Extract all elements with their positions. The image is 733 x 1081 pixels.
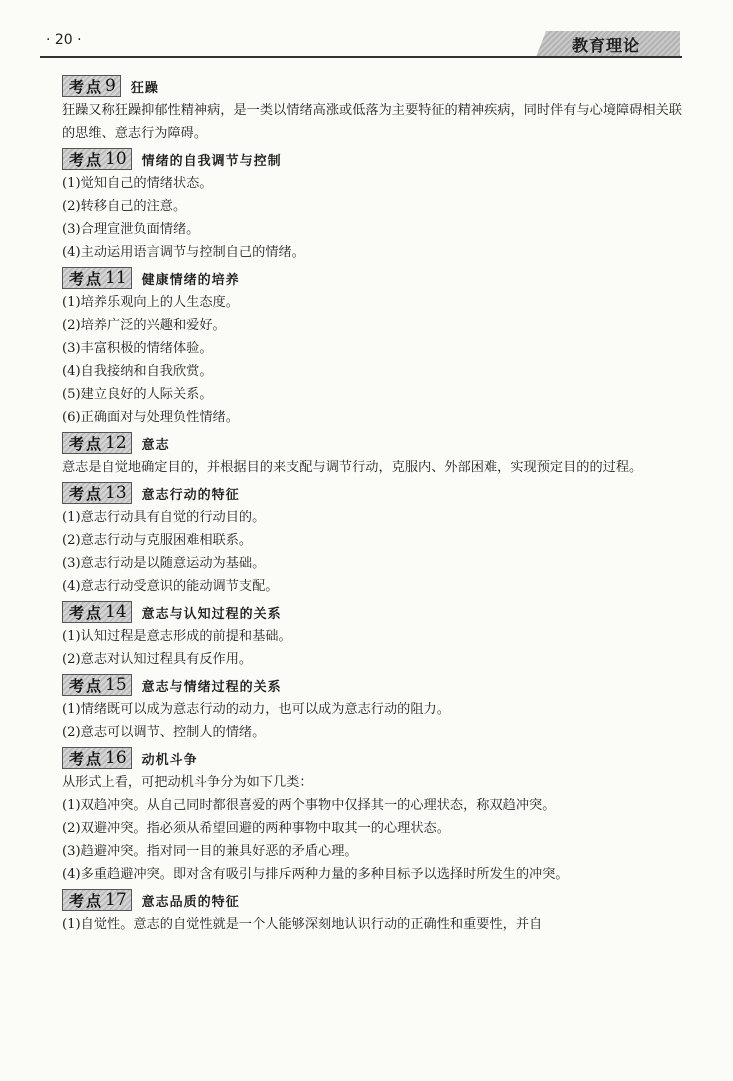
kaodian-number: 11: [105, 268, 127, 288]
section-title: 动机斗争: [141, 752, 198, 768]
kaodian-number: 9: [105, 76, 116, 96]
kaodian-label: 考点: [69, 269, 104, 288]
section-11: [62, 265, 682, 429]
kaodian-label: 考点: [69, 150, 104, 169]
section-title: 健康情绪的培养: [141, 272, 240, 288]
section-12: [62, 430, 682, 479]
kaodian-number: 16: [105, 748, 127, 768]
section-10: [62, 146, 682, 264]
list-item: (2)意志行动与克服困难相联系。: [62, 533, 253, 548]
kaodian-label: 考点: [69, 484, 104, 503]
section-title: 意志与情绪过程的关系: [141, 679, 282, 695]
section-paragraph: 狂躁又称狂躁抑郁性精神病，是一类以情绪高涨或低落为主要特征的精神疾病，同时伴有与心境障碍相关联的思维、意志行为障碍。: [62, 103, 682, 141]
kaodian-label: 考点: [69, 77, 104, 96]
list-item: (6)正确面对与处理负性情绪。: [62, 410, 239, 425]
list-item: (1)双趋冲突。从自己同时都很喜爱的两个事物中仅择其一的心理状态，称双趋冲突。: [62, 798, 556, 813]
list-item: (2)培养广泛的兴趣和爱好。: [62, 318, 226, 333]
section-title: 意志与认知过程的关系: [141, 606, 282, 622]
list-item: (5)建立良好的人际关系。: [62, 387, 213, 402]
kaodian-number: 14: [105, 602, 127, 622]
section-17: [62, 887, 682, 936]
kaodian-label: 考点: [69, 434, 104, 453]
kaodian-number: 13: [105, 483, 127, 503]
list-item: (2)意志对认知过程具有反作用。: [62, 652, 253, 667]
list-item: (2)双避冲突。指必须从希望回避的两种事物中取其一的心理状态。: [62, 821, 450, 836]
kaodian-label: 考点: [69, 676, 104, 695]
section-15: [62, 672, 682, 744]
kaodian-label: 考点: [69, 749, 104, 768]
section-heading: [62, 480, 682, 506]
list-item: (1)自觉性。意志的自觉性就是一个人能够深刻地认识行动的正确性和重要性，并自: [62, 917, 543, 932]
list-item: (2)转移自己的注意。: [62, 199, 187, 214]
list-item: (3)趋避冲突。指对同一目的兼具好恶的矛盾心理。: [62, 844, 358, 859]
section-9: [62, 73, 682, 145]
kaodian-badge: [62, 432, 132, 454]
kaodian-badge: [62, 601, 132, 623]
section-16: [62, 745, 682, 886]
section-13: [62, 480, 682, 598]
kaodian-badge: [62, 482, 132, 504]
list-item: (1)培养乐观向上的人生态度。: [62, 295, 239, 310]
kaodian-badge: [62, 747, 132, 769]
list-item: (2)意志可以调节、控制人的情绪。: [62, 725, 266, 740]
kaodian-number: 17: [105, 890, 127, 910]
kaodian-number: 12: [105, 433, 127, 453]
section-title: 情绪的自我调节与控制: [141, 153, 282, 169]
kaodian-badge: [62, 267, 132, 289]
list-item: (1)认知过程是意志形成的前提和基础。: [62, 629, 292, 644]
list-item: (1)意志行动具有自觉的行动目的。: [62, 510, 266, 525]
header-rule: [40, 56, 682, 58]
page-number: · 20 ·: [46, 32, 82, 48]
kaodian-badge: [62, 148, 132, 170]
section-title: 狂躁: [130, 80, 159, 96]
section-heading: [62, 887, 682, 913]
section-heading: [62, 599, 682, 625]
list-item: (3)丰富积极的情绪体验。: [62, 341, 213, 356]
section-heading: [62, 265, 682, 291]
kaodian-number: 15: [105, 675, 127, 695]
kaodian-label: 考点: [69, 603, 104, 622]
section-title: 意志行动的特征: [141, 487, 240, 503]
list-item: (1)情绪既可以成为意志行动的动力，也可以成为意志行动的阻力。: [62, 702, 450, 717]
list-item: (4)意志行动受意识的能动调节支配。: [62, 579, 279, 594]
section-14: [62, 599, 682, 671]
list-item: 从形式上看，可把动机斗争分为如下几类：: [62, 775, 313, 790]
kaodian-label: 考点: [69, 891, 104, 910]
section-heading: [62, 73, 682, 99]
header-title: 教育理论: [572, 36, 641, 55]
list-item: (4)多重趋避冲突。即对含有吸引与排斥两种力量的多种目标予以选择时所发生的冲突。: [62, 867, 569, 882]
kaodian-number: 10: [105, 149, 127, 169]
kaodian-badge: [62, 674, 132, 696]
section-paragraph: 意志是自觉地确定目的，并根据目的来支配与调节行动，克服内、外部困难，实现预定目的的过程。: [62, 460, 643, 475]
section-heading: [62, 146, 682, 172]
list-item: (1)觉知自己的情绪状态。: [62, 176, 213, 191]
list-item: (3)合理宣泄负面情绪。: [62, 222, 200, 237]
kaodian-badge: [62, 889, 132, 911]
section-title: 意志: [141, 437, 170, 453]
list-item: (3)意志行动是以随意运动为基础。: [62, 556, 266, 571]
page-header: [0, 0, 733, 60]
kaodian-badge: [62, 75, 121, 97]
list-item: (4)主动运用语言调节与控制自己的情绪。: [62, 245, 305, 260]
section-heading: [62, 672, 682, 698]
section-heading: [62, 430, 682, 456]
page-content: [62, 72, 682, 936]
list-item: (4)自我接纳和自我欣赏。: [62, 364, 213, 379]
section-title: 意志品质的特征: [141, 894, 240, 910]
section-heading: [62, 745, 682, 771]
